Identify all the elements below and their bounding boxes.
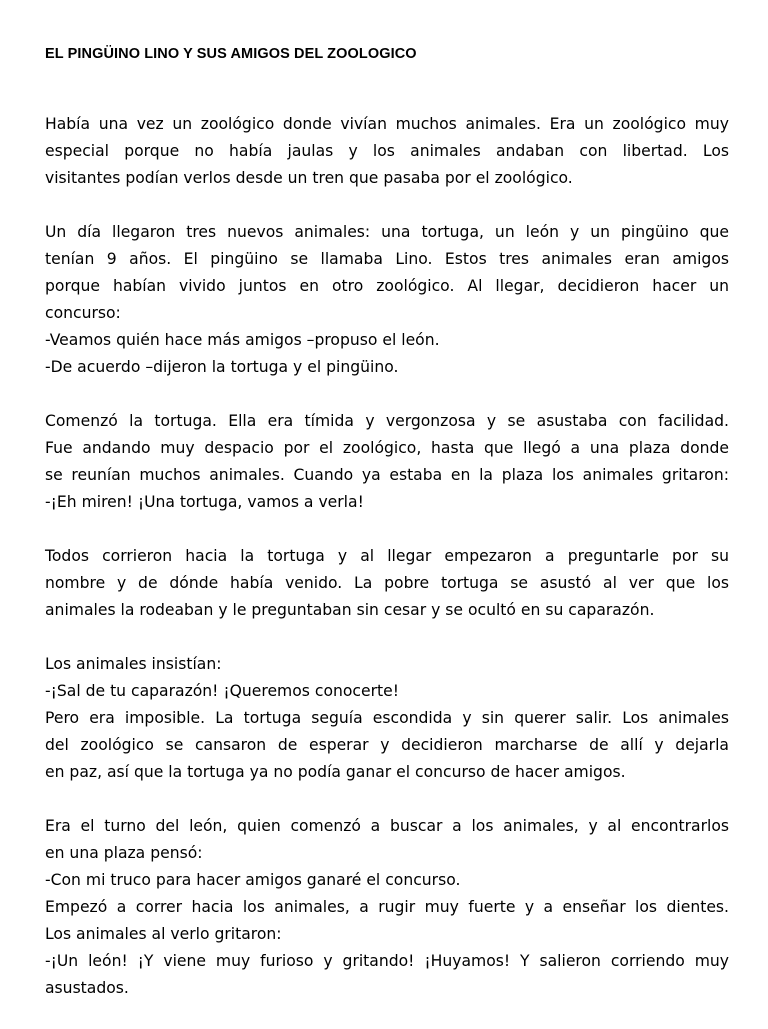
text-line: tenían 9 años. El pingüino se llamaba Lino. Estos tres animales eran amigos [45,250,729,268]
paragraph [45,543,729,624]
text-line: Empezó a correr hacia los animales, a rugir muy fuerte y a enseñar los dientes. [45,898,729,916]
text-line: -Veamos quién hace más amigos –propuso el león. [45,331,440,349]
text-line: Fue andando muy despacio por el zoológico, hasta que llegó a una plaza donde [45,439,729,457]
text-line: Había una vez un zoológico donde vivían muchos animales. Era un zoológico muy [45,115,729,133]
text-line: -¡Un león! ¡Y viene muy furioso y gritando! ¡Huyamos! Y salieron corriendo muy [45,952,729,970]
text-line: en paz, así que la tortuga ya no podía ganar el concurso de hacer amigos. [45,763,626,781]
text-line: asustados. [45,979,129,997]
text-line: en una plaza pensó: [45,844,203,862]
paragraph [45,111,729,192]
text-line: Todos corrieron hacia la tortuga y al llegar empezaron a preguntarle por su [45,547,729,565]
text-line: -¡Sal de tu caparazón! ¡Queremos conocerte! [45,682,399,700]
text-line: especial porque no había jaulas y los animales andaban con libertad. Los [45,142,729,160]
text-line: se reunían muchos animales. Cuando ya estaba en la plaza los animales gritaron: [45,466,729,484]
paragraph [45,651,729,786]
text-line: visitantes podían verlos desde un tren que pasaba por el zoológico. [45,169,573,187]
paragraph [45,219,729,381]
paragraph [45,408,729,516]
text-line: -Con mi truco para hacer amigos ganaré el concurso. [45,871,461,889]
document-body [45,111,729,1029]
text-line: nombre y de dónde había venido. La pobre tortuga se asustó al ver que los [45,574,729,592]
text-line: concurso: [45,304,121,322]
text-line: porque habían vivido juntos en otro zoológico. Al llegar, decidieron hacer un [45,277,729,295]
text-line: Era el turno del león, quien comenzó a buscar a los animales, y al encontrarlos [45,817,729,835]
text-line: Los animales al verlo gritaron: [45,925,282,943]
text-line: Pero era imposible. La tortuga seguía escondida y sin querer salir. Los animales [45,709,729,727]
text-line: del zoológico se cansaron de esperar y decidieron marcharse de allí y dejarla [45,736,729,754]
text-line: Un día llegaron tres nuevos animales: una tortuga, un león y un pingüino que [45,223,729,241]
document-title: EL PINGÜINO LINO Y SUS AMIGOS DEL ZOOLOGICO [45,46,417,62]
text-line: Los animales insistían: [45,655,222,673]
text-line: -¡Eh miren! ¡Una tortuga, vamos a verla! [45,493,364,511]
text-line: -De acuerdo –dijeron la tortuga y el pingüino. [45,358,399,376]
text-line: animales la rodeaban y le preguntaban sin cesar y se ocultó en su caparazón. [45,601,655,619]
text-line: Comenzó la tortuga. Ella era tímida y vergonzosa y se asustaba con facilidad. [45,412,729,430]
paragraph [45,813,729,1002]
